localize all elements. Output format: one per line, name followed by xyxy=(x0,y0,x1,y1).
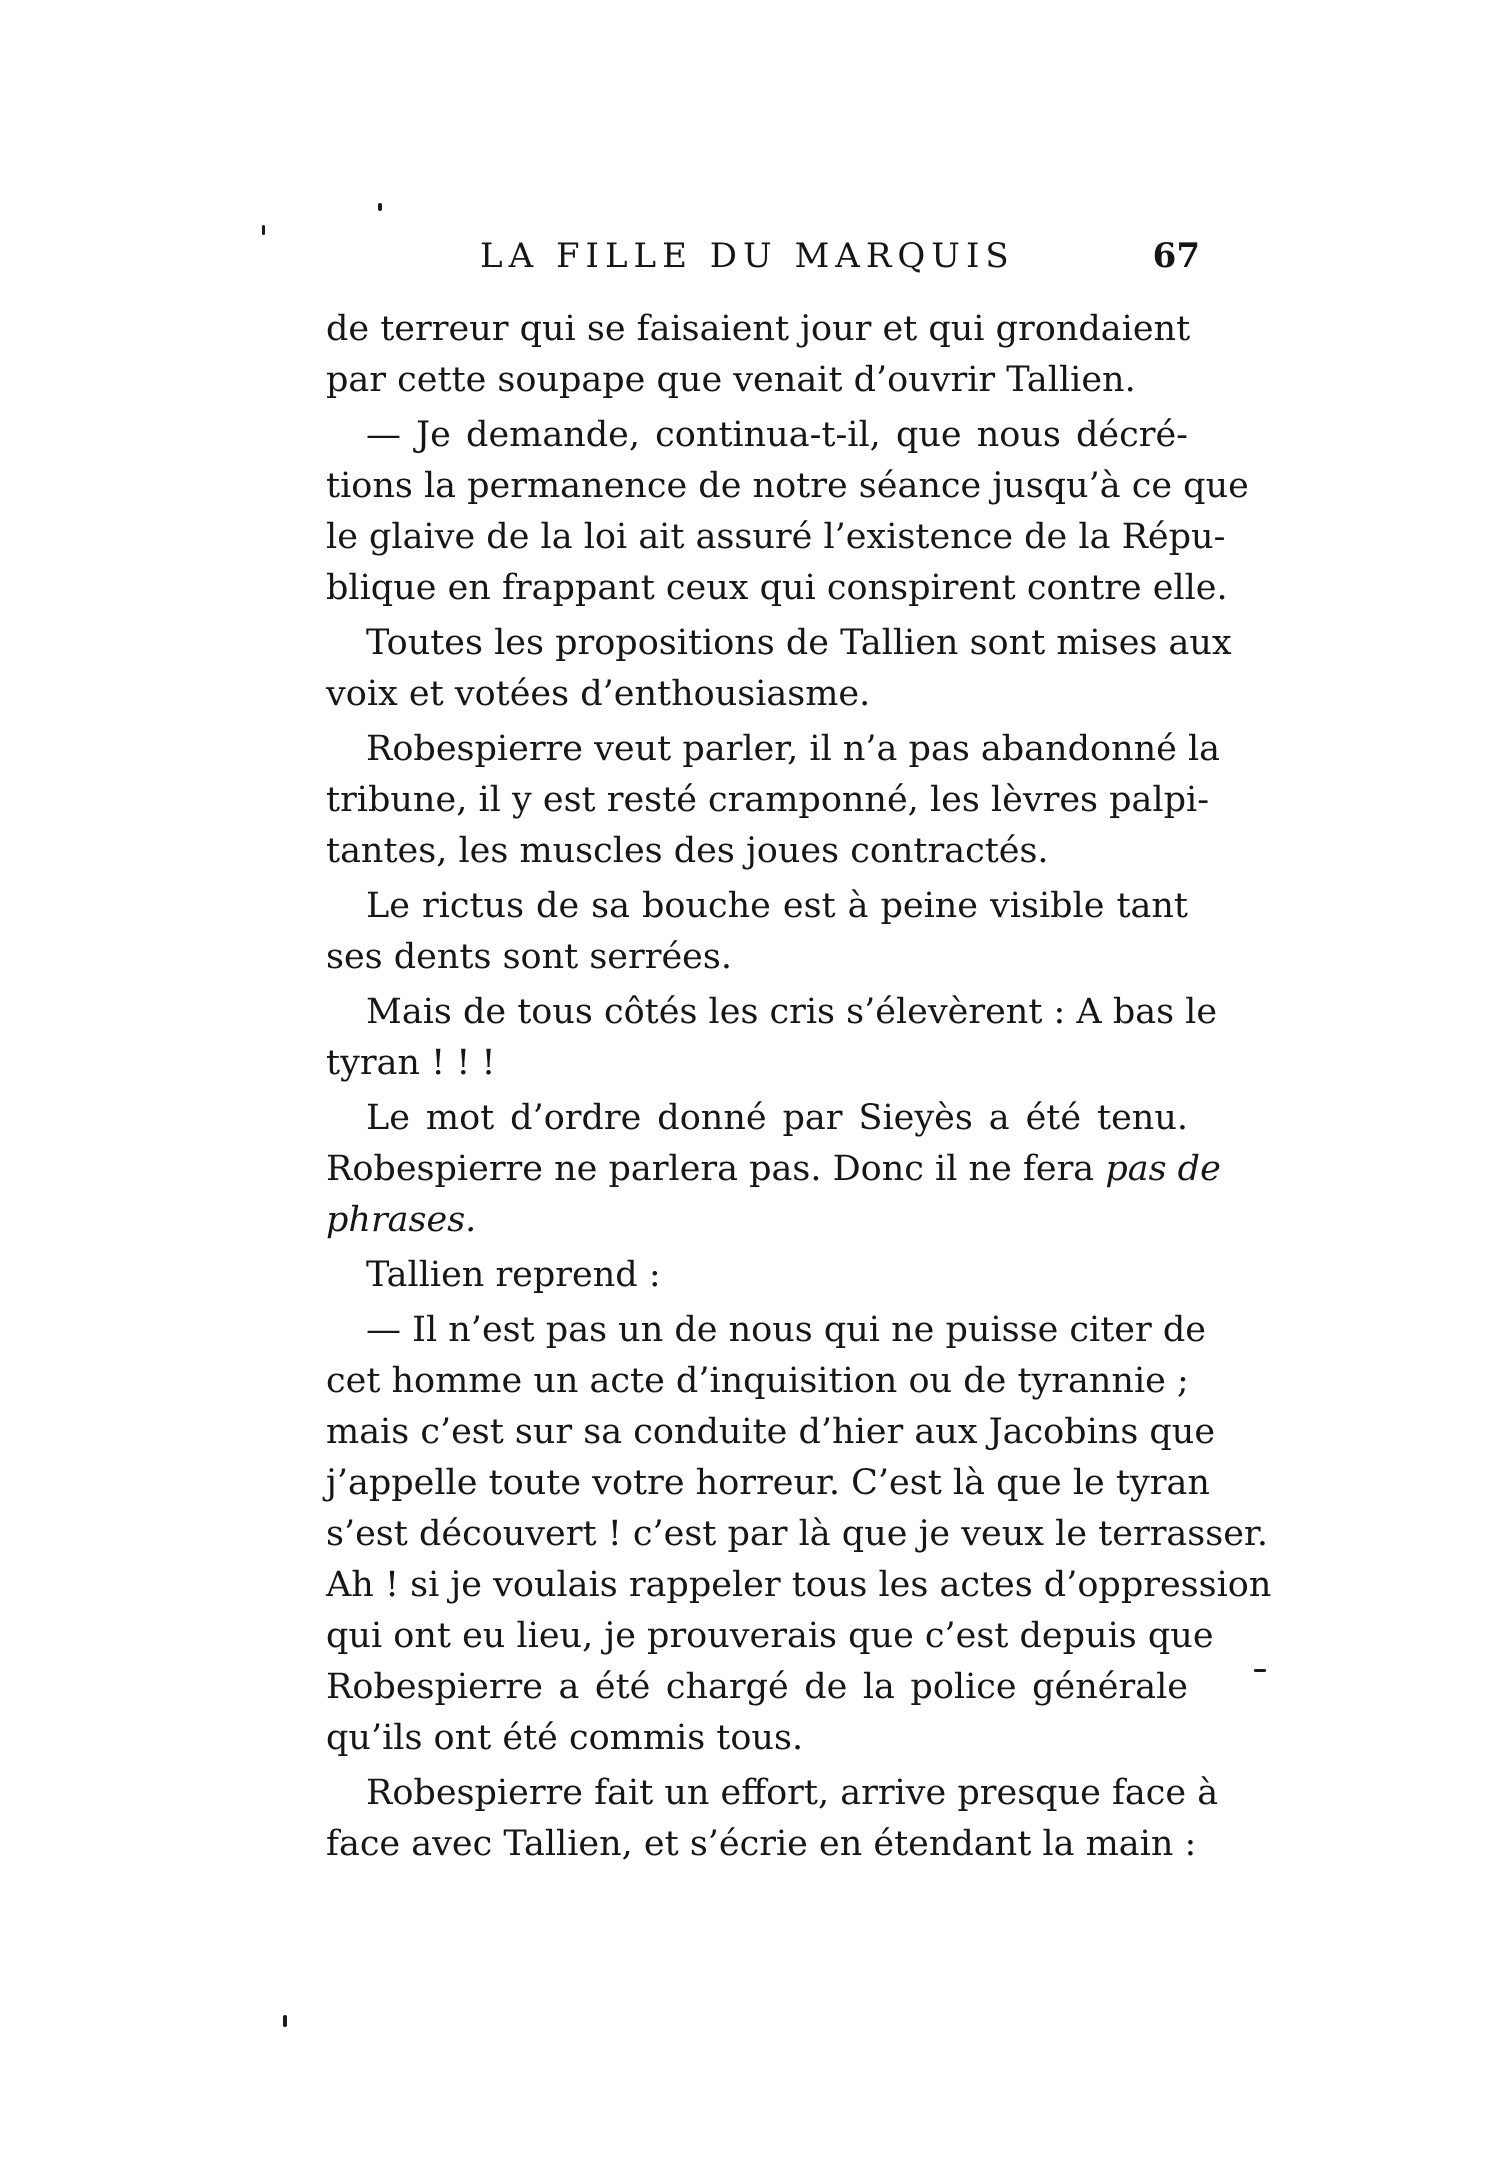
text-line: Le rictus de sa bouche est à peine visible tant xyxy=(366,886,1188,926)
text-line: blique en frappant ceux qui conspirent contre elle. xyxy=(326,568,1228,608)
text-line: voix et votées d’enthousiasme. xyxy=(326,674,871,714)
text-line: qu’ils ont été commis tous. xyxy=(326,1718,804,1758)
page-header xyxy=(480,236,1200,286)
text-line: Mais de tous côtés les cris s’élevèrent : A bas le xyxy=(366,992,1218,1032)
text-line: s’est découvert ! c’est par là que je veux le terrasser. xyxy=(326,1514,1268,1554)
text-line: mais c’est sur sa conduite d’hier aux Jacobins que xyxy=(326,1412,1216,1452)
ink-speck xyxy=(262,225,265,235)
text-line: j’appelle toute votre horreur. C’est là que le tyran xyxy=(326,1463,1210,1503)
text-line: cet homme un acte d’inquisition ou de tyrannie ; xyxy=(326,1361,1189,1401)
text-line: Ah ! si je voulais rappeler tous les actes d’oppression xyxy=(326,1565,1272,1605)
text-line: de terreur qui se faisaient jour et qui grondaient xyxy=(326,309,1191,349)
text-line-start: Robespierre ne parlera pas. Donc il ne fera xyxy=(326,1149,1095,1189)
text-line: par cette soupape que venait d’ouvrir Tallien. xyxy=(326,360,1136,400)
page-number: 67 xyxy=(1152,236,1200,276)
text-line: tribune, il y est resté cramponné, les lèvres palpi- xyxy=(326,780,1210,820)
italic-phrase: pas de xyxy=(1105,1149,1221,1189)
body-text xyxy=(326,304,1272,1870)
text-line: Le mot d’ordre donné par Sieyès a été tenu. xyxy=(366,1098,1188,1138)
italic-word: phrases. xyxy=(326,1200,477,1240)
text-line: Robespierre fait un effort, arrive presque face à xyxy=(366,1773,1219,1813)
text-line: Robespierre a été chargé de la police générale xyxy=(326,1667,1188,1707)
running-title: LA FILLE DU MARQUIS xyxy=(480,236,1015,276)
ink-speck xyxy=(1254,1669,1266,1672)
text-line: qui ont eu lieu, je prouverais que c’est depuis que xyxy=(326,1616,1214,1656)
text-line: Toutes les propositions de Tallien sont mises aux xyxy=(366,623,1232,663)
text-line: le glaive de la loi ait assuré l’existence de la Répu- xyxy=(326,517,1226,557)
ink-speck xyxy=(283,2015,287,2027)
text-line xyxy=(326,1195,1188,1246)
text-line: tyran ! ! ! xyxy=(326,1043,496,1083)
text-line: ses dents sont serrées. xyxy=(326,937,732,977)
text-line: Robespierre veut parler, il n’a pas abandonné la xyxy=(366,729,1221,769)
text-line: Tallien reprend : xyxy=(366,1255,661,1295)
text-line: — Il n’est pas un de nous qui ne puisse citer de xyxy=(366,1310,1206,1350)
text-line: — Je demande, continua-t-il, que nous décré- xyxy=(366,415,1188,455)
text-line: tantes, les muscles des joues contractés. xyxy=(326,831,1049,871)
ink-speck xyxy=(378,203,382,211)
text-line: face avec Tallien, et s’écrie en étendant la main : xyxy=(326,1824,1197,1864)
text-line-with-italic xyxy=(326,1144,1221,1195)
text-line: tions la permanence de notre séance jusqu’à ce que xyxy=(326,466,1249,506)
